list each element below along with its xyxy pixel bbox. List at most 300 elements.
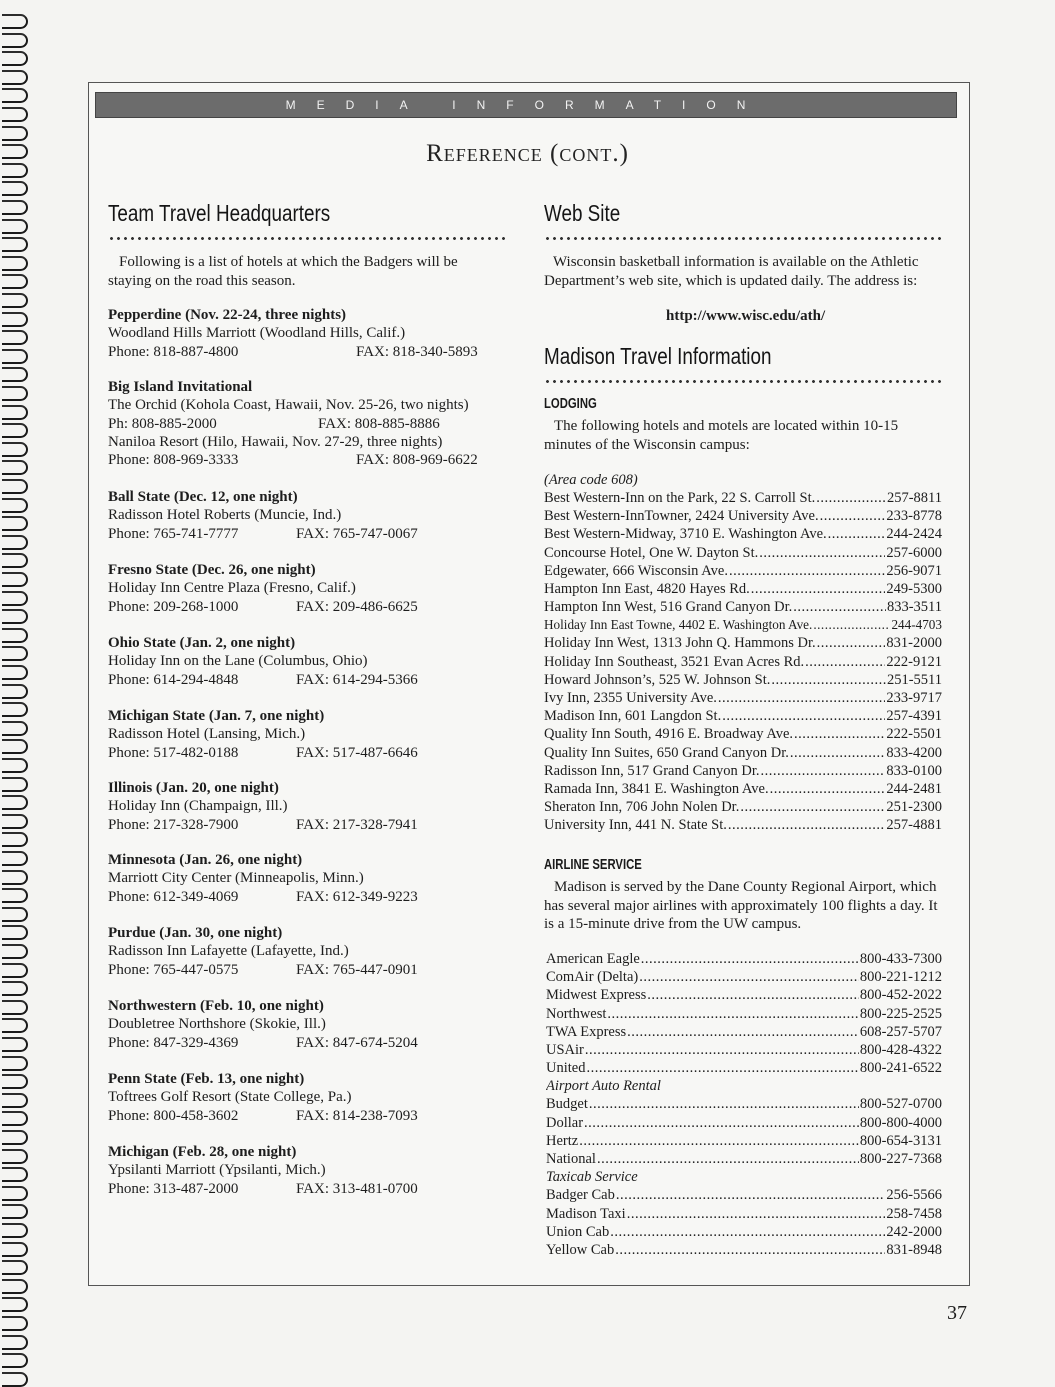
hotel-row: [544, 544, 942, 562]
airline-row-phone: 800-221-1212: [859, 969, 942, 986]
dot-leader: [828, 525, 886, 543]
dot-leader: [627, 1023, 859, 1041]
airline-row-name: United: [546, 1060, 586, 1077]
spiral-coil: [2, 386, 30, 399]
spiral-coil: [2, 1093, 30, 1106]
fax-number: FAX: 808-969-6622: [356, 452, 478, 469]
lodging-heading: LODGING: [544, 396, 597, 412]
hotel-name: Radisson Hotel Roberts (Muncie, Ind.): [108, 507, 342, 524]
auto-rental-row: [546, 1132, 942, 1150]
hotel-row-phone: 833-4200: [886, 744, 942, 761]
dot-leader: [740, 798, 885, 816]
spiral-binding: [0, 0, 34, 1380]
hotel-row-phone: 222-5501: [886, 726, 942, 743]
hotel-name: Marriott City Center (Minneapolis, Minn.): [108, 870, 364, 887]
spiral-coil: [2, 888, 30, 901]
trip-line: [108, 433, 508, 451]
airline-row: [546, 968, 942, 986]
taxicab-row: [546, 1241, 942, 1259]
spiral-coil: [2, 442, 30, 455]
spiral-coil: [2, 1316, 30, 1329]
hotel-row: [544, 780, 942, 798]
page-title: Reference (cont.): [426, 140, 629, 167]
spiral-coil: [2, 963, 30, 976]
spiral-coil: [2, 1149, 30, 1162]
spiral-coil: [2, 312, 30, 325]
dot-leader: [585, 1041, 859, 1059]
airline-row-phone: 800-241-6522: [859, 1060, 942, 1077]
dot-leader: [610, 1223, 885, 1241]
hotel-row: [544, 580, 942, 598]
fax-number: FAX: 765-447-0901: [296, 961, 418, 978]
trip-line: [108, 324, 508, 342]
phone-number: Phone: 765-741-7777: [108, 525, 239, 542]
fax-number: FAX: 814-238-7093: [296, 1107, 418, 1124]
spiral-coil: [2, 367, 30, 380]
spiral-coil: [2, 88, 30, 101]
trip-title: Northwestern (Feb. 10, one night): [108, 998, 324, 1014]
trip-line: [108, 598, 508, 616]
hotel-row-name: Quality Inn Suites, 650 Grand Canyon Dr.: [544, 744, 789, 761]
trip-entry: [108, 378, 508, 469]
spiral-coil: [2, 1037, 30, 1050]
spiral-coil: [2, 591, 30, 604]
hotel-row-phone: 222-9121: [886, 653, 942, 670]
spiral-coil: [2, 721, 30, 734]
taxicab-heading: Taxicab Service: [546, 1169, 638, 1186]
airline-text: Madison is served by the Dane County Regional Airport, which has several major airlines with approximately 100 flights a day. It is a 15-minute drive from the UW campus.: [544, 879, 938, 932]
spiral-coil: [2, 498, 30, 511]
taxicab-row: [546, 1223, 942, 1241]
dot-leader: [805, 653, 885, 671]
trip-title: Fresno State (Dec. 26, one night): [108, 562, 316, 578]
hotel-row: [544, 671, 942, 689]
spiral-coil: [2, 572, 30, 585]
dot-leader: [751, 580, 886, 598]
hotel-row: [544, 598, 942, 616]
trip-entry: [108, 1070, 508, 1125]
trip-title: Ball State (Dec. 12, one night): [108, 489, 298, 505]
spiral-coil: [2, 1056, 30, 1069]
dotted-rule: [544, 236, 944, 241]
spiral-coil: [2, 758, 30, 771]
hotel-name: Holiday Inn on the Lane (Columbus, Ohio): [108, 653, 368, 670]
trip-line: [108, 725, 508, 743]
trip-line: [108, 343, 508, 361]
hotel-row-name: Howard Johnson’s, 525 W. Johnson St.: [544, 671, 771, 688]
hotel-row-phone: 244-2481: [886, 780, 942, 797]
spiral-coil: [2, 70, 30, 83]
taxicab-row-name: Badger Cab: [546, 1187, 615, 1204]
spiral-coil: [2, 553, 30, 566]
spiral-coil: [2, 814, 30, 827]
spiral-coil: [2, 423, 30, 436]
taxicab-row-name: Yellow Cab: [546, 1241, 615, 1258]
airline-row-phone: 800-452-2022: [859, 987, 942, 1004]
trip-line: [108, 506, 508, 524]
hotel-row-phone: 244-4703: [891, 617, 942, 633]
trip-title: Michigan (Feb. 28, one night): [108, 1144, 297, 1160]
hotel-row-name: Holiday Inn East Towne, 4402 E. Washington Ave.: [544, 617, 813, 633]
spiral-coil: [2, 33, 30, 46]
hotel-name: Toftrees Golf Resort (State College, Pa.): [108, 1089, 352, 1106]
fax-number: FAX: 209-486-6625: [296, 598, 418, 615]
hotel-row-phone: 256-9071: [886, 562, 942, 579]
trip-title: Penn State (Feb. 13, one night): [108, 1071, 305, 1087]
spiral-coil: [2, 851, 30, 864]
dot-leader: [579, 1132, 859, 1150]
auto-rental-row-phone: 800-227-7368: [859, 1151, 942, 1168]
spiral-coil: [2, 405, 30, 418]
phone-number: Phone: 313-487-2000: [108, 1180, 239, 1197]
dot-leader: [615, 1241, 885, 1259]
trip-entry: [108, 561, 508, 616]
hotel-row: [544, 653, 942, 671]
hotel-row-phone: 831-2000: [886, 635, 942, 652]
trip-title: Illinois (Jan. 20, one night): [108, 780, 279, 796]
spiral-coil: [2, 200, 30, 213]
hotel-name: Holiday Inn Centre Plaza (Fresno, Calif.): [108, 580, 356, 597]
spiral-coil: [2, 1018, 30, 1031]
hotel-row-phone: 249-5300: [886, 580, 942, 597]
spiral-coil: [2, 609, 30, 622]
spiral-coil: [2, 1204, 30, 1217]
dot-leader: [639, 968, 859, 986]
auto-rental-row-name: Budget: [546, 1096, 588, 1113]
spiral-coil: [2, 1074, 30, 1087]
trip-title: Minnesota (Jan. 26, one night): [108, 852, 303, 868]
airline-row: [546, 1041, 942, 1059]
hotel-row-phone: 233-9717: [886, 690, 942, 707]
trip-line: [108, 525, 508, 543]
dot-leader: [790, 744, 886, 762]
fax-number: FAX: 808-885-8886: [318, 415, 440, 432]
trip-line: [108, 1088, 508, 1106]
airline-row-name: American Eagle: [546, 950, 640, 967]
dotted-rule: [108, 236, 508, 241]
trip-entry: [108, 488, 508, 543]
spiral-coil: [2, 1260, 30, 1273]
trip-title: Purdue (Jan. 30, one night): [108, 925, 283, 941]
hotel-row-phone: 233-8778: [886, 508, 942, 525]
hotel-row-name: Holiday Inn Southeast, 3521 Evan Acres Rd.: [544, 653, 805, 670]
spiral-coil: [2, 684, 30, 697]
hotel-row: [544, 762, 942, 780]
spiral-coil: [2, 925, 30, 938]
dot-leader: [820, 507, 886, 525]
trip-line: [108, 869, 508, 887]
dot-leader: [729, 562, 885, 580]
fax-number: FAX: 614-294-5366: [296, 671, 418, 688]
dot-leader: [647, 986, 859, 1004]
trip-line: [108, 671, 508, 689]
airline-row: [546, 1059, 942, 1077]
phone-number: Phone: 808-969-3333: [108, 452, 239, 469]
hotel-row-phone: 257-4881: [886, 817, 942, 834]
airline-row-phone: 800-433-7300: [859, 950, 942, 967]
spiral-coil: [2, 293, 30, 306]
hotel-name: Radisson Hotel (Lansing, Mich.): [108, 726, 306, 743]
hotel-row-phone: 244-2424: [886, 526, 942, 543]
spiral-coil: [2, 479, 30, 492]
fax-number: FAX: 765-747-0067: [296, 525, 418, 542]
trip-line: [108, 1107, 508, 1125]
airline-row-name: USAir: [546, 1041, 584, 1058]
hotel-row: [544, 798, 942, 816]
team-travel-intro: Following is a list of hotels at which the Badgers will be staying on the road this season.: [108, 254, 458, 289]
spiral-coil: [2, 256, 30, 269]
spiral-coil: [2, 1186, 30, 1199]
auto-rental-row: [546, 1096, 942, 1114]
phone-number: Phone: 818-887-4800: [108, 343, 239, 360]
airline-list: [546, 950, 942, 1259]
trip-line: [108, 888, 508, 906]
spiral-coil: [2, 219, 30, 232]
hotel-name: The Orchid (Kohola Coast, Hawaii, Nov. 25-26, two nights): [108, 397, 469, 414]
spiral-coil: [2, 1353, 30, 1366]
dot-leader: [589, 1096, 859, 1114]
spiral-coil: [2, 702, 30, 715]
spiral-coil: [2, 1279, 30, 1292]
airline-row-phone: 800-225-2525: [859, 1005, 942, 1022]
phone-number: Phone: 517-482-0188: [108, 744, 239, 761]
taxicab-row-phone: 258-7458: [886, 1205, 942, 1222]
dot-leader: [586, 1059, 858, 1077]
taxicab-row: [546, 1186, 942, 1204]
trip-title: Michigan State (Jan. 7, one night): [108, 708, 325, 724]
fax-number: FAX: 818-340-5893: [356, 343, 478, 360]
hotel-list: [544, 489, 942, 835]
spiral-coil: [2, 628, 30, 641]
trip-line: [108, 942, 508, 960]
hotel-row-phone: 257-6000: [886, 544, 942, 561]
hotel-row-phone: 257-4391: [886, 708, 942, 725]
airline-row-name: Midwest Express: [546, 987, 647, 1004]
web-site-url[interactable]: http://www.wisc.edu/ath/: [666, 308, 826, 324]
trip-entry: [108, 634, 508, 689]
team-travel-heading: Team Travel Headquarters: [108, 200, 331, 226]
page-number: 37: [947, 1302, 967, 1324]
trip-line: [108, 797, 508, 815]
spiral-coil: [2, 1223, 30, 1236]
spiral-coil: [2, 1297, 30, 1310]
hotel-name: Woodland Hills Marriott (Woodland Hills, Calif.): [108, 325, 406, 342]
trip-line: [108, 1034, 508, 1052]
spiral-coil: [2, 107, 30, 120]
madison-heading: Madison Travel Information: [544, 343, 772, 369]
spiral-coil: [2, 777, 30, 790]
hotel-row: [544, 489, 942, 507]
phone-number: Phone: 614-294-4848: [108, 671, 239, 688]
spiral-coil: [2, 14, 30, 27]
spiral-coil: [2, 126, 30, 139]
airline-heading: AIRLINE SERVICE: [544, 857, 642, 873]
spiral-coil: [2, 237, 30, 250]
hotel-row-name: Best Western-Inn on the Park, 22 S. Carroll St.: [544, 489, 816, 506]
hotel-row-name: Hampton Inn West, 516 Grand Canyon Dr.: [544, 599, 793, 616]
dot-leader: [794, 725, 885, 743]
trip-line: [108, 652, 508, 670]
spiral-coil: [2, 739, 30, 752]
hotel-row: [544, 725, 942, 743]
hotel-row-name: Edgewater, 666 Wisconsin Ave.: [544, 562, 728, 579]
hotel-row: [544, 507, 942, 525]
hotel-row-name: Ivy Inn, 2355 University Ave.: [544, 690, 717, 707]
trip-title: Pepperdine (Nov. 22-24, three nights): [108, 307, 347, 323]
fax-number: FAX: 517-487-6646: [296, 744, 418, 761]
phone-number: Phone: 765-447-0575: [108, 961, 239, 978]
airline-row-name: ComAir (Delta): [546, 969, 639, 986]
taxicab-row-phone: 242-2000: [886, 1223, 942, 1240]
dot-leader: [627, 1205, 886, 1223]
fax-number: FAX: 313-481-0700: [296, 1180, 418, 1197]
spiral-coil: [2, 1242, 30, 1255]
section-banner: MEDIA INFORMATION: [95, 92, 957, 118]
auto-rental-row-phone: 800-800-4000: [859, 1114, 942, 1131]
hotel-row-name: Hampton Inn East, 4820 Hayes Rd.: [544, 580, 750, 597]
hotel-row: [544, 616, 942, 634]
taxicab-row-phone: 831-8948: [886, 1241, 942, 1258]
trip-entry: [108, 997, 508, 1052]
airline-row-phone: 608-257-5707: [859, 1023, 942, 1040]
spiral-coil: [2, 907, 30, 920]
spiral-coil: [2, 516, 30, 529]
hotel-row: [544, 689, 942, 707]
airline-row-phone: 800-428-4322: [859, 1041, 942, 1058]
lodging-text: The following hotels and motels are located within 10-15 minutes of the Wisconsin campus:: [544, 418, 899, 453]
spiral-coil: [2, 1130, 30, 1143]
hotel-row-name: Best Western-InnTowner, 2424 University Ave.: [544, 508, 819, 525]
trip-line: [108, 1015, 508, 1033]
taxicab-row-name: Union Cab: [546, 1223, 610, 1240]
trip-line: [108, 451, 508, 469]
hotel-row-phone: 251-2300: [886, 799, 942, 816]
auto-rental-row: [546, 1150, 942, 1168]
dot-leader: [793, 598, 886, 616]
spiral-coil: [2, 832, 30, 845]
dot-leader: [770, 780, 886, 798]
dot-leader: [597, 1150, 859, 1168]
airline-row: [546, 1005, 942, 1023]
hotel-row-phone: 251-5511: [886, 671, 942, 688]
spiral-coil: [2, 1167, 30, 1180]
auto-rental-row-name: National: [546, 1151, 596, 1168]
dot-leader: [616, 1186, 886, 1204]
hotel-row: [544, 525, 942, 543]
dot-leader: [760, 762, 885, 780]
auto-rental-row: [546, 1114, 942, 1132]
spiral-coil: [2, 1335, 30, 1348]
trip-title: Ohio State (Jan. 2, one night): [108, 635, 296, 651]
spiral-coil: [2, 870, 30, 883]
fax-number: FAX: 847-674-5204: [296, 1034, 418, 1051]
auto-rental-row-name: Dollar: [546, 1114, 584, 1131]
phone-number: Phone: 847-329-4369: [108, 1034, 239, 1051]
auto-rental-row-name: Hertz: [546, 1132, 579, 1149]
fax-number: FAX: 612-349-9223: [296, 888, 418, 905]
taxicab-row-name: Madison Taxi: [546, 1205, 626, 1222]
trip-entry: [108, 707, 508, 762]
trip-entry: [108, 924, 508, 979]
dot-leader: [718, 689, 886, 707]
phone-number: Phone: 209-268-1000: [108, 598, 239, 615]
trip-entry: [108, 851, 508, 906]
trip-entry: [108, 779, 508, 834]
hotel-row-name: Holiday Inn West, 1313 John Q. Hammons Dr.: [544, 635, 816, 652]
taxicab-row: [546, 1205, 942, 1223]
airline-row: [546, 986, 942, 1004]
trip-entry: [108, 1143, 508, 1198]
spiral-coil: [2, 460, 30, 473]
dot-leader: [816, 489, 886, 507]
area-code: (Area code 608): [544, 472, 638, 488]
spiral-coil: [2, 51, 30, 64]
hotel-name: Radisson Inn Lafayette (Lafayette, Ind.): [108, 943, 349, 960]
dot-leader: [771, 671, 886, 689]
hotel-row-name: University Inn, 441 N. State St.: [544, 817, 727, 834]
trip-line: [108, 415, 508, 433]
dot-leader: [584, 1114, 859, 1132]
trip-line: [108, 1180, 508, 1198]
auto-rental-row-phone: 800-654-3131: [859, 1132, 942, 1149]
spiral-coil: [2, 646, 30, 659]
auto-rental-heading: Airport Auto Rental: [546, 1078, 661, 1095]
phone-number: Phone: 800-458-3602: [108, 1107, 239, 1124]
spiral-coil: [2, 1000, 30, 1013]
hotel-row-name: Best Western-Midway, 3710 E. Washington Ave.: [544, 526, 827, 543]
hotel-name: Holiday Inn (Champaign, Ill.): [108, 798, 288, 815]
hotel-row-name: Quality Inn South, 4916 E. Broadway Ave.: [544, 726, 794, 743]
spiral-coil: [2, 1372, 30, 1385]
hotel-name: Ypsilanti Marriott (Ypsilanti, Mich.): [108, 1162, 326, 1179]
spiral-coil: [2, 330, 30, 343]
hotel-row-phone: 257-8811: [886, 489, 942, 506]
spiral-coil: [2, 981, 30, 994]
web-site-heading: Web Site: [544, 200, 621, 226]
trip-entry: [108, 306, 508, 361]
hotel-name: Doubletree Northshore (Skokie, Ill.): [108, 1016, 326, 1033]
trip-line: [108, 396, 508, 414]
airline-row: [546, 1023, 942, 1041]
auto-rental-row-phone: 800-527-0700: [859, 1096, 942, 1113]
spiral-coil: [2, 274, 30, 287]
hotel-row-phone: 833-3511: [886, 599, 942, 616]
dot-leader: [728, 816, 886, 834]
spiral-coil: [2, 535, 30, 548]
dot-leader: [817, 635, 886, 653]
spiral-coil: [2, 665, 30, 678]
spiral-coil: [2, 349, 30, 362]
airline-row-name: TWA Express: [546, 1023, 627, 1040]
trip-line: [108, 744, 508, 762]
dot-leader: [722, 707, 885, 725]
hotel-name: Naniloa Resort (Hilo, Hawaii, Nov. 27-29, three nights): [108, 433, 443, 450]
dot-leader: [641, 950, 859, 968]
spiral-coil: [2, 1111, 30, 1124]
hotel-row-name: Madison Inn, 601 Langdon St.: [544, 708, 722, 725]
trip-line: [108, 1161, 508, 1179]
phone-number: Phone: 217-328-7900: [108, 816, 239, 833]
hotel-row: [544, 744, 942, 762]
hotel-row-name: Ramada Inn, 3841 E. Washington Ave.: [544, 780, 769, 797]
dot-leader: [813, 616, 890, 634]
hotel-row: [544, 562, 942, 580]
spiral-coil: [2, 795, 30, 808]
hotel-row-phone: 833-0100: [886, 762, 942, 779]
web-site-text: Wisconsin basketball information is available on the Athletic Department’s web site, which is updated daily. The address is:: [544, 254, 919, 289]
hotel-row: [544, 707, 942, 725]
dot-leader: [607, 1005, 858, 1023]
